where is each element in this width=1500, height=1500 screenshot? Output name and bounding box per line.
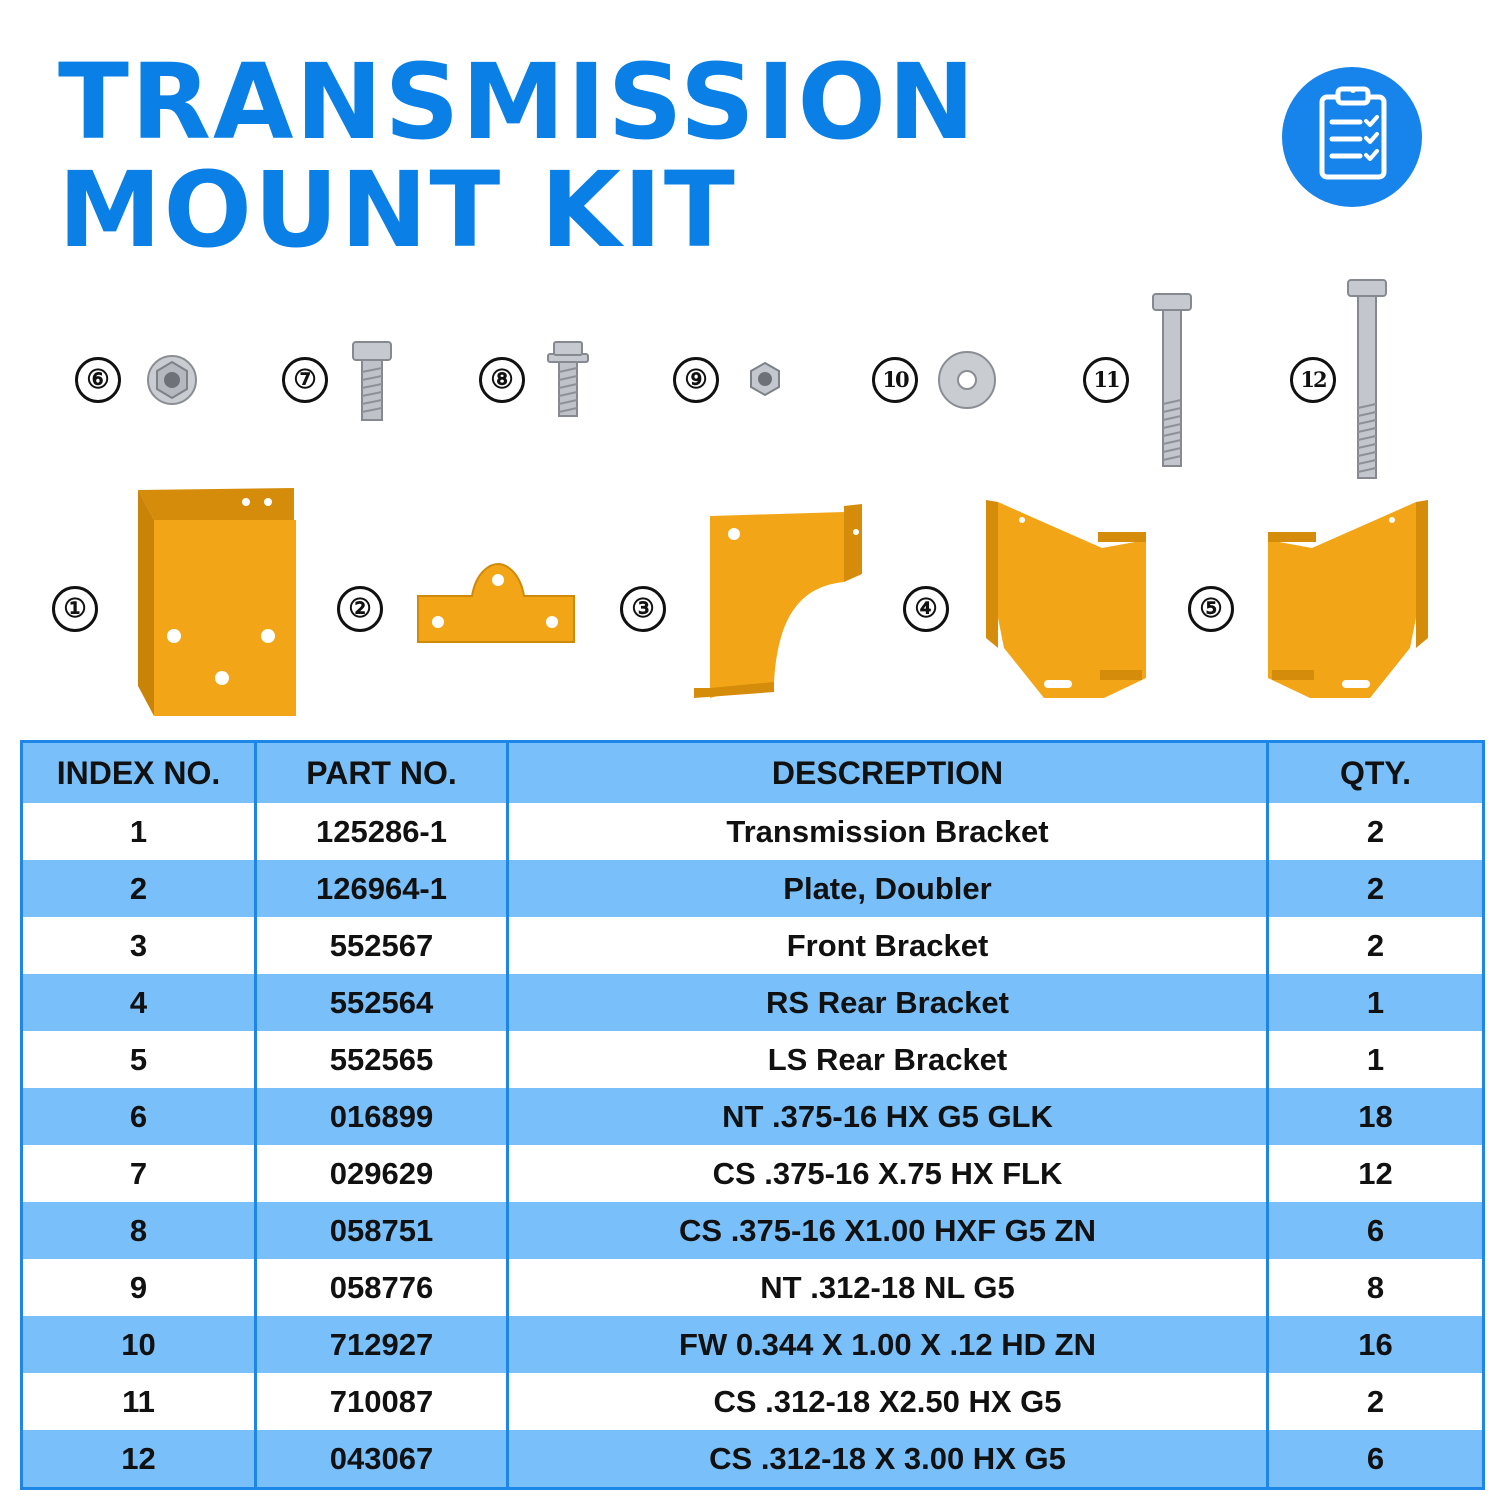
cell-qty: 12 — [1268, 1145, 1484, 1202]
cell-qty: 2 — [1268, 1373, 1484, 1430]
cell-description: NT .312-18 NL G5 — [508, 1259, 1268, 1316]
cell-part: 126964-1 — [256, 860, 508, 917]
label-1: ① — [52, 586, 98, 632]
cell-index: 6 — [22, 1088, 256, 1145]
lock-nut-image — [747, 361, 783, 397]
cell-qty: 18 — [1268, 1088, 1484, 1145]
table-row — [22, 1088, 1484, 1145]
label-4: ④ — [903, 586, 949, 632]
doubler-plate-image — [414, 562, 578, 646]
flat-washer-image — [937, 350, 997, 410]
cell-index: 4 — [22, 974, 256, 1031]
cell-index: 12 — [22, 1430, 256, 1489]
cell-index: 11 — [22, 1373, 256, 1430]
cell-qty: 6 — [1268, 1202, 1484, 1259]
cell-part: 058751 — [256, 1202, 508, 1259]
cell-description: Front Bracket — [508, 917, 1268, 974]
cell-part: 043067 — [256, 1430, 508, 1489]
front-bracket-image — [694, 502, 866, 702]
label-6: ⑥ — [75, 357, 121, 403]
cell-qty: 2 — [1268, 803, 1484, 860]
table-row — [22, 1316, 1484, 1373]
table-row — [22, 974, 1484, 1031]
clipboard-badge — [1282, 67, 1422, 207]
cell-index: 8 — [22, 1202, 256, 1259]
table-row — [22, 1145, 1484, 1202]
cell-description: RS Rear Bracket — [508, 974, 1268, 1031]
label-9: ⑨ — [673, 357, 719, 403]
cell-index: 1 — [22, 803, 256, 860]
cell-description: CS .312-18 X2.50 HX G5 — [508, 1373, 1268, 1430]
table-row — [22, 803, 1484, 860]
cell-qty: 8 — [1268, 1259, 1484, 1316]
cell-part: 552564 — [256, 974, 508, 1031]
table-row — [22, 860, 1484, 917]
table-header-row — [22, 742, 1484, 804]
title-line-2: MOUNT KIT — [58, 149, 737, 271]
cell-description: CS .375-16 X.75 HX FLK — [508, 1145, 1268, 1202]
cell-index: 7 — [22, 1145, 256, 1202]
page-title — [58, 41, 977, 271]
label-10: 10 — [872, 357, 918, 403]
header-qty: QTY. — [1268, 742, 1484, 804]
header-description: DESCREPTION — [508, 742, 1268, 804]
flange-bolt-image — [546, 340, 590, 420]
cell-part: 552567 — [256, 917, 508, 974]
label-2: ② — [337, 586, 383, 632]
cell-part: 029629 — [256, 1145, 508, 1202]
cell-index: 10 — [22, 1316, 256, 1373]
cell-description: Plate, Doubler — [508, 860, 1268, 917]
table-row — [22, 1259, 1484, 1316]
clipboard-checklist-icon — [1282, 67, 1422, 207]
label-3: ③ — [620, 586, 666, 632]
cell-index: 3 — [22, 917, 256, 974]
table-row — [22, 1202, 1484, 1259]
transmission-bracket-image — [136, 486, 300, 718]
label-8: ⑧ — [479, 357, 525, 403]
cell-index: 2 — [22, 860, 256, 917]
cell-qty: 6 — [1268, 1430, 1484, 1489]
cell-index: 9 — [22, 1259, 256, 1316]
cell-qty: 16 — [1268, 1316, 1484, 1373]
cell-qty: 1 — [1268, 974, 1484, 1031]
table-row — [22, 1373, 1484, 1430]
cell-description: Transmission Bracket — [508, 803, 1268, 860]
cell-part: 552565 — [256, 1031, 508, 1088]
title-line-1: TRANSMISSION — [58, 41, 977, 163]
cell-description: FW 0.344 X 1.00 X .12 HD ZN — [508, 1316, 1268, 1373]
long-bolt-image — [1150, 292, 1194, 470]
table-row — [22, 1031, 1484, 1088]
cell-part: 058776 — [256, 1259, 508, 1316]
header-index: INDEX NO. — [22, 742, 256, 804]
parts-table — [20, 740, 1485, 1490]
label-11: 11 — [1083, 357, 1129, 403]
cell-part: 712927 — [256, 1316, 508, 1373]
cell-part: 125286-1 — [256, 803, 508, 860]
ls-rear-bracket-image — [1264, 498, 1430, 704]
label-5: ⑤ — [1188, 586, 1234, 632]
cell-description: NT .375-16 HX G5 GLK — [508, 1088, 1268, 1145]
header-part: PART NO. — [256, 742, 508, 804]
cell-description: CS .375-16 X1.00 HXF G5 ZN — [508, 1202, 1268, 1259]
cell-description: LS Rear Bracket — [508, 1031, 1268, 1088]
label-12: 12 — [1290, 357, 1336, 403]
longer-bolt-image — [1345, 278, 1389, 482]
cell-qty: 1 — [1268, 1031, 1484, 1088]
label-7: ⑦ — [282, 357, 328, 403]
cell-qty: 2 — [1268, 917, 1484, 974]
table-row — [22, 917, 1484, 974]
short-bolt-image — [350, 340, 394, 424]
cell-description: CS .312-18 X 3.00 HX G5 — [508, 1430, 1268, 1489]
rs-rear-bracket-image — [984, 498, 1150, 704]
cell-part: 016899 — [256, 1088, 508, 1145]
flange-nut-image — [146, 354, 198, 406]
table-row — [22, 1430, 1484, 1489]
cell-index: 5 — [22, 1031, 256, 1088]
cell-part: 710087 — [256, 1373, 508, 1430]
cell-qty: 2 — [1268, 860, 1484, 917]
